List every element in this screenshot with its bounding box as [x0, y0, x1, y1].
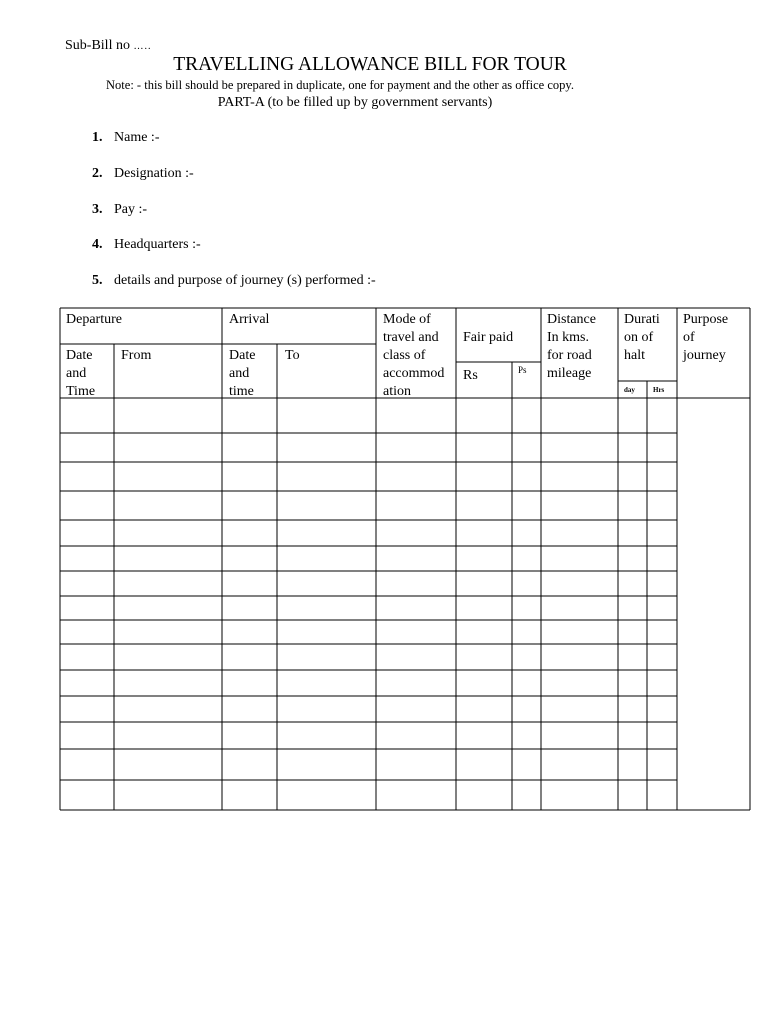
field-number: 1. — [92, 130, 103, 145]
mode-header-4: accommod — [383, 366, 445, 381]
duration-header-3: halt — [624, 348, 645, 363]
duration-header-1: Durati — [624, 312, 660, 327]
mode-header-1: Mode of — [383, 312, 431, 327]
fair-paid-header: Fair paid — [463, 330, 514, 345]
day-header: day — [624, 386, 635, 394]
form-note: Note: - this bill should be prepared in duplicate, one for payment and the other as office copy. — [106, 78, 574, 92]
ps-header: Ps — [518, 365, 527, 375]
distance-header-2: In kms. — [547, 330, 589, 345]
sub-bill-label: Sub-Bill no — [65, 38, 130, 53]
purpose-header-1: Purpose — [683, 312, 729, 327]
field-label: Designation :- — [114, 166, 194, 181]
departure-header: Departure — [66, 312, 122, 327]
to-header: To — [285, 348, 300, 363]
form-title: TRAVELLING ALLOWANCE BILL FOR TOUR — [173, 54, 567, 75]
mode-header-2: travel and — [383, 330, 439, 345]
mode-header-5: ation — [383, 384, 411, 399]
field-number: 4. — [92, 237, 103, 252]
mode-header-3: class of — [383, 348, 426, 363]
arr-date-header-1: Date — [229, 348, 256, 363]
field-number: 5. — [92, 273, 103, 288]
field-number: 3. — [92, 202, 103, 217]
sub-bill-dots: ….. — [133, 41, 152, 52]
dep-date-header-2: and — [66, 366, 87, 381]
arrival-header: Arrival — [229, 312, 270, 327]
dep-date-header-1: Date — [66, 348, 93, 363]
from-header: From — [121, 348, 152, 363]
field-label: Pay :- — [114, 202, 148, 217]
rs-header: Rs — [463, 368, 478, 383]
distance-header-1: Distance — [547, 312, 596, 327]
purpose-header-3: journey — [683, 348, 726, 363]
field-number: 2. — [92, 166, 103, 181]
field-label: Headquarters :- — [114, 237, 201, 252]
distance-header-3: for road — [547, 348, 592, 363]
hrs-header: Hrs — [653, 386, 665, 394]
purpose-header-2: of — [683, 330, 695, 345]
dep-date-header-3: Time — [66, 384, 96, 399]
part-a-heading: PART-A (to be filled up by government servants) — [217, 95, 493, 110]
distance-header-4: mileage — [547, 366, 592, 381]
field-label: details and purpose of journey (s) performed :- — [114, 273, 376, 288]
duration-header-2: on of — [624, 330, 654, 345]
field-label: Name :- — [114, 130, 160, 145]
arr-date-header-2: and — [229, 366, 250, 381]
arr-date-header-3: time — [229, 384, 254, 399]
